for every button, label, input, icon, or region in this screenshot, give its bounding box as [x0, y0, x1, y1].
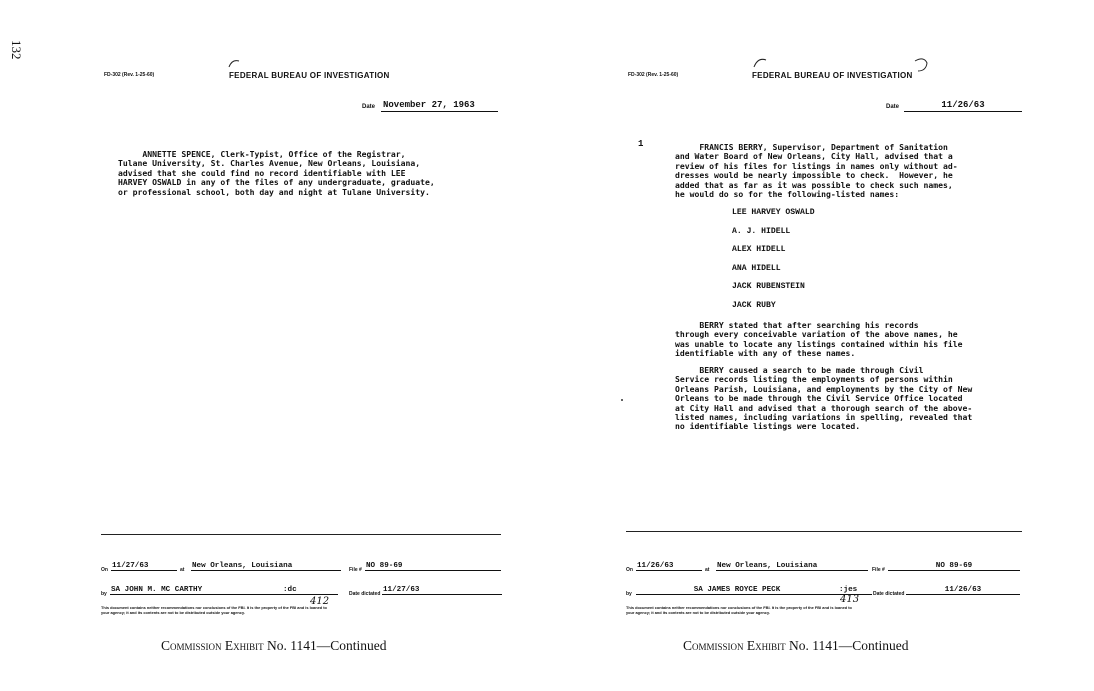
disclaimer	[101, 605, 327, 615]
page-number: 132	[9, 40, 24, 60]
body-line: no identifiable listings were located.	[675, 421, 861, 432]
form-number: FD-302 (Rev. 1-25-60)	[628, 72, 679, 78]
typist-initials: :dc	[282, 586, 338, 595]
caption-label: Commission Exhibit	[161, 638, 264, 653]
body-line: at City Hall and advised that a thorough search of the above-	[675, 402, 973, 413]
list-item: LEE HARVEY OSWALD	[732, 208, 815, 217]
caption-label: Commission Exhibit	[683, 638, 786, 653]
footer-rule	[626, 531, 1022, 532]
typist-initials: :jes	[838, 586, 872, 595]
handwritten-page-number: 413	[840, 594, 860, 605]
handwritten-page-number: 412	[310, 596, 330, 607]
file-label: File #	[349, 567, 362, 573]
list-item: ALEX HIDELL	[732, 245, 786, 255]
body-line: review of his files for listings in names only without ad-	[675, 160, 958, 171]
agency-header: FEDERAL BUREAU OF INVESTIGATION	[229, 71, 390, 80]
paragraph-number: 1	[638, 139, 644, 149]
exhibit-caption	[161, 638, 387, 654]
form-number: FD-302 (Rev. 1-25-60)	[104, 72, 155, 78]
body-line: BERRY caused a search to be made through Civil	[675, 365, 924, 375]
disclaimer-line: your agency; it and its contents are not to be distributed outside your agency.	[101, 610, 245, 615]
body-line: Orleans to be made through the Civil Service Office located	[675, 393, 963, 404]
body-line: advised that she could find no record identifiable with LEE	[118, 167, 406, 178]
list-item: A. J. HIDELL	[732, 226, 791, 236]
body-line: Orleans Parish, Louisiana, and employments by the City of New	[675, 383, 973, 394]
stray-dot-icon	[621, 399, 623, 401]
at-label: at	[180, 567, 185, 573]
date-dictated: 11/27/63	[382, 586, 502, 595]
footer-rule	[101, 534, 501, 535]
body-line: he would do so for the following-listed names:	[675, 189, 900, 200]
interview-location: New Orleans, Louisiana	[191, 562, 341, 571]
report-paragraph-2	[675, 321, 963, 359]
report-paragraph-3	[675, 366, 972, 432]
date-dictated-label: Date dictated	[349, 591, 381, 597]
disclaimer-line: This document contains neither recommendations nor conclusions of the FBI. It is the property of the FBI and is loaned to	[626, 605, 852, 610]
agent-name: SA JAMES ROYCE PECK	[636, 586, 838, 595]
agent-name: SA JOHN M. MC CARTHY	[110, 586, 282, 595]
date-dictated: 11/26/63	[906, 586, 1020, 595]
body-line: added that as far as it was possible to check such names,	[675, 179, 953, 190]
list-item: ANA HIDELL	[732, 263, 781, 273]
file-number: NO 89-69	[365, 562, 501, 571]
list-item: JACK RUBY	[732, 300, 776, 310]
interview-location: New Orleans, Louisiana	[716, 562, 868, 571]
agency-header: FEDERAL BUREAU OF INVESTIGATION	[752, 71, 913, 80]
disclaimer-line: your agency; it and its contents are not to be distributed outside your agency.	[626, 610, 770, 615]
date-value: November 27, 1963	[381, 100, 498, 112]
date-dictated-label: Date dictated	[873, 591, 905, 597]
body-line: Service records listing the employments of persons within	[675, 374, 953, 385]
body-line: was unable to locate any listings contained within his file	[675, 338, 963, 349]
on-label: On	[101, 567, 108, 573]
at-label: at	[705, 567, 710, 573]
file-label: File #	[872, 567, 885, 573]
handwritten-mark-icon	[752, 56, 768, 68]
interview-date: 11/26/63	[636, 562, 702, 571]
body-line: ANNETTE SPENCE, Clerk-Typist, Office of the Registrar,	[118, 149, 406, 159]
date-label: Date	[886, 104, 900, 110]
on-label: On	[626, 567, 633, 573]
body-line: BERRY stated that after searching his records	[675, 320, 919, 330]
body-line: dresses would be nearly impossible to check. However, he	[675, 170, 953, 181]
report-body	[118, 150, 435, 197]
body-line: through every conceivable variation of the above names, he	[675, 329, 958, 340]
body-line: HARVEY OSWALD in any of the files of any undergraduate, graduate,	[118, 177, 435, 188]
handwritten-mark-icon	[227, 58, 241, 68]
handwritten-mark-icon	[912, 56, 930, 74]
date-value: 11/26/63	[904, 100, 1022, 112]
file-number: NO 89-69	[888, 562, 1020, 571]
disclaimer	[626, 605, 852, 615]
date-label: Date	[362, 104, 376, 110]
list-item: JACK RUBENSTEIN	[732, 282, 805, 292]
body-line: Tulane University, St. Charles Avenue, New Orleans, Louisiana,	[118, 158, 421, 169]
by-label: by	[101, 591, 107, 597]
report-intro	[675, 143, 958, 199]
body-line: listed names, including variations in spelling, revealed that	[675, 412, 973, 423]
by-label: by	[626, 591, 632, 597]
exhibit-caption	[683, 638, 909, 654]
body-line: FRANCIS BERRY, Supervisor, Department of Sanitation	[675, 142, 948, 152]
caption-number: No. 1141—Continued	[263, 638, 387, 653]
caption-number: No. 1141—Continued	[785, 638, 909, 653]
body-line: identifiable with any of these names.	[675, 348, 856, 359]
name-list	[732, 208, 815, 320]
body-line: and Water Board of New Orleans, City Hall, advised that a	[675, 151, 953, 162]
disclaimer-line: This document contains neither recommendations nor conclusions of the FBI. It is the property of the FBI and is loaned to	[101, 605, 327, 610]
interview-date: 11/27/63	[111, 562, 177, 571]
body-line: or professional school, both day and night at Tulane University.	[118, 186, 430, 197]
